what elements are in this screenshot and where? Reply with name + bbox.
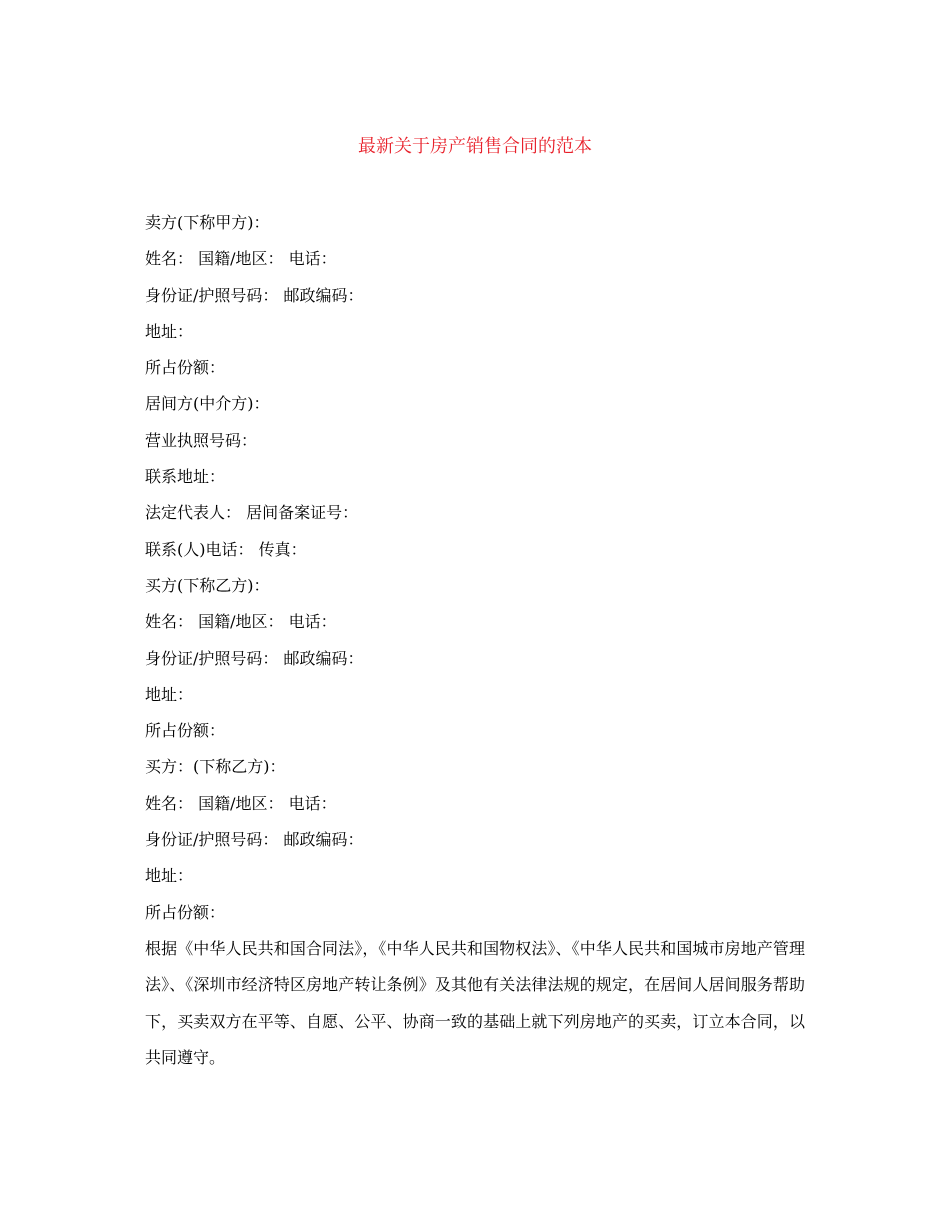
contract-body: [145, 205, 805, 1076]
buyer-address-line: 地址：: [145, 684, 194, 704]
buyer-share-line: 所占份额：: [145, 721, 226, 741]
buyer-heading: 买方(下称乙方)：: [145, 575, 270, 595]
legal-basis-paragraph: 根据《中华人民共和国合同法》，《中华人民共和国物权法》、《中华人民共和国城市房地产管理法》、《深圳市经济特区房地产转让条例》及其他有关法律法规的规定，在居间人居间服务帮助下，买卖双方在平等、自愿、公平、协商一致的基础上就下列房地产的买卖，订立本合同，以共同遵守。: [145, 938, 805, 1067]
seller-address-line: 地址：: [145, 321, 194, 341]
agent-heading: 居间方(中介方)：: [145, 394, 270, 414]
buyer2-heading: 买方：(下称乙方)：: [145, 757, 286, 777]
buyer-name-line: 姓名： 国籍/地区： 电话：: [145, 612, 337, 632]
seller-heading: 卖方(下称甲方)：: [145, 213, 270, 232]
agent-representative-line: 法定代表人： 居间备案证号：: [145, 503, 359, 523]
agent-contact-line: 联系(人)电话： 传真：: [145, 539, 307, 559]
buyer-id-line: 身份证/护照号码： 邮政编码：: [145, 648, 364, 668]
seller-share-line: 所占份额：: [145, 358, 226, 378]
seller-id-line: 身份证/护照号码： 邮政编码：: [145, 285, 364, 305]
seller-name-line: 姓名： 国籍/地区： 电话：: [145, 249, 337, 269]
agent-license-line: 营业执照号码：: [145, 430, 258, 450]
buyer2-address-line: 地址：: [145, 866, 194, 886]
buyer2-share-line: 所占份额：: [145, 902, 226, 922]
document-title: 最新关于房产销售合同的范本: [358, 136, 592, 157]
buyer2-name-line: 姓名： 国籍/地区： 电话：: [145, 793, 337, 813]
buyer2-id-line: 身份证/护照号码： 邮政编码：: [145, 830, 364, 850]
agent-address-line: 联系地址：: [145, 467, 226, 487]
